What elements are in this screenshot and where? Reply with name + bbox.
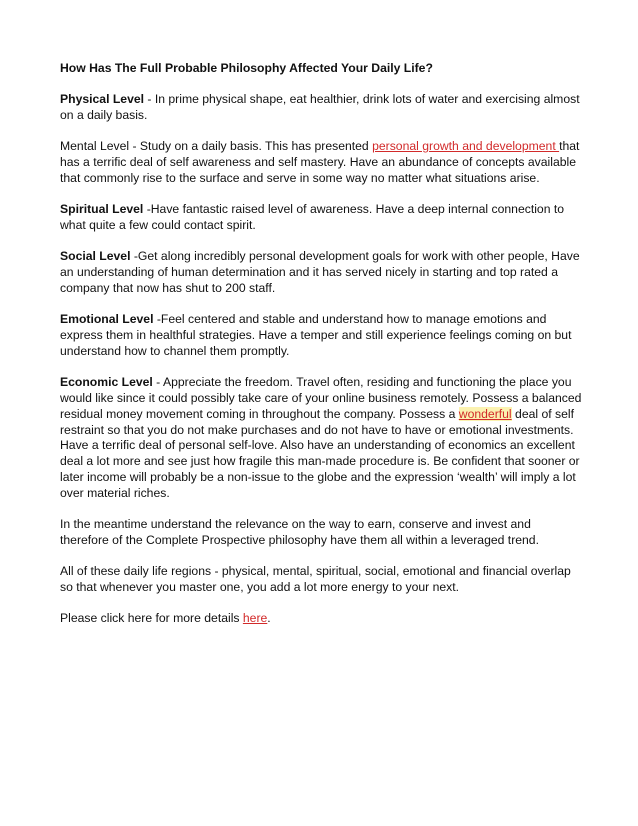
- mental-level-text-after: that has a terrific deal of self awareness and self mastery. Have an abundance of concepts available that commonly rise to the surface and serve in some way no matter what situations arise.: [60, 138, 580, 185]
- spiritual-level-label: Spiritual Level: [60, 201, 144, 216]
- closing-suffix: .: [267, 611, 271, 626]
- emotional-level-label: Emotional Level: [60, 312, 154, 327]
- mental-level-text-before: Mental Level - Study on a daily basis. This has presented: [60, 138, 373, 153]
- emotional-level-paragraph: [60, 312, 582, 359]
- closing-paragraph: [60, 611, 582, 627]
- personal-growth-link[interactable]: personal growth and development: [372, 138, 560, 153]
- document-page: [60, 61, 582, 643]
- wonderful-link[interactable]: wonderful: [458, 406, 512, 421]
- social-level-label: Social Level: [60, 249, 131, 264]
- economic-level-label: Economic Level: [60, 375, 153, 390]
- meantime-paragraph: In the meantime understand the relevance on the way to earn, conserve and invest and therefore of the Complete Prospective philosophy have them all within a leveraged trend.: [60, 517, 539, 547]
- emotional-level-text: -Feel centered and stable and understand how to manage emotions and express them in healthful strategies. Have a temper and still experience feelings coming on but understand how to channel them promptly.: [60, 312, 572, 358]
- spiritual-level-paragraph: [60, 202, 582, 234]
- social-level-text: -Get along incredibly personal development goals for work with other people, Have an understanding of human determination and it has served nicely in starting and top rated a company that now has shut to 200 staff.: [60, 249, 580, 295]
- economic-level-paragraph: [60, 375, 582, 501]
- all-regions-paragraph: All of these daily life regions - physical, mental, spiritual, social, emotional and financial overlap so that whenever you master one, you add a lot more energy to your next.: [60, 564, 571, 595]
- here-link[interactable]: here: [242, 611, 268, 626]
- physical-level-label: Physical Level: [60, 91, 145, 106]
- document-title: How Has The Full Probable Philosophy Affected Your Daily Life?: [60, 61, 433, 75]
- physical-level-paragraph: [60, 92, 582, 124]
- economic-level-text-before: - Appreciate the freedom. Travel often, residing and functioning the place you would like since it could possibly take care of your online business remotely. Possess a balanced residual money movement coming in throughout the company. Possess a: [60, 375, 582, 421]
- closing-text: Please click here for more details: [60, 611, 243, 626]
- social-level-paragraph: [60, 249, 582, 296]
- spiritual-level-text: -Have fantastic raised level of awareness. Have a deep internal connection to what quite a few could contact spirit.: [60, 201, 565, 232]
- physical-level-text: - In prime physical shape, eat healthier, drink lots of water and exercising almost on a daily basis.: [60, 91, 580, 122]
- economic-level-text-after: deal of self restraint so that you do not make purchases and do not have to have or emotional investments. Have a terrific deal of personal self-love. Also have an understanding of economics an excellent deal a lot more and see just how fragile this man-made procedure is. Be confident that sooner or later income will probably be a non-issue to the globe and the expression ‘wealth’ will imply a lot over material riches.: [60, 406, 580, 500]
- mental-level-paragraph: [60, 139, 582, 186]
